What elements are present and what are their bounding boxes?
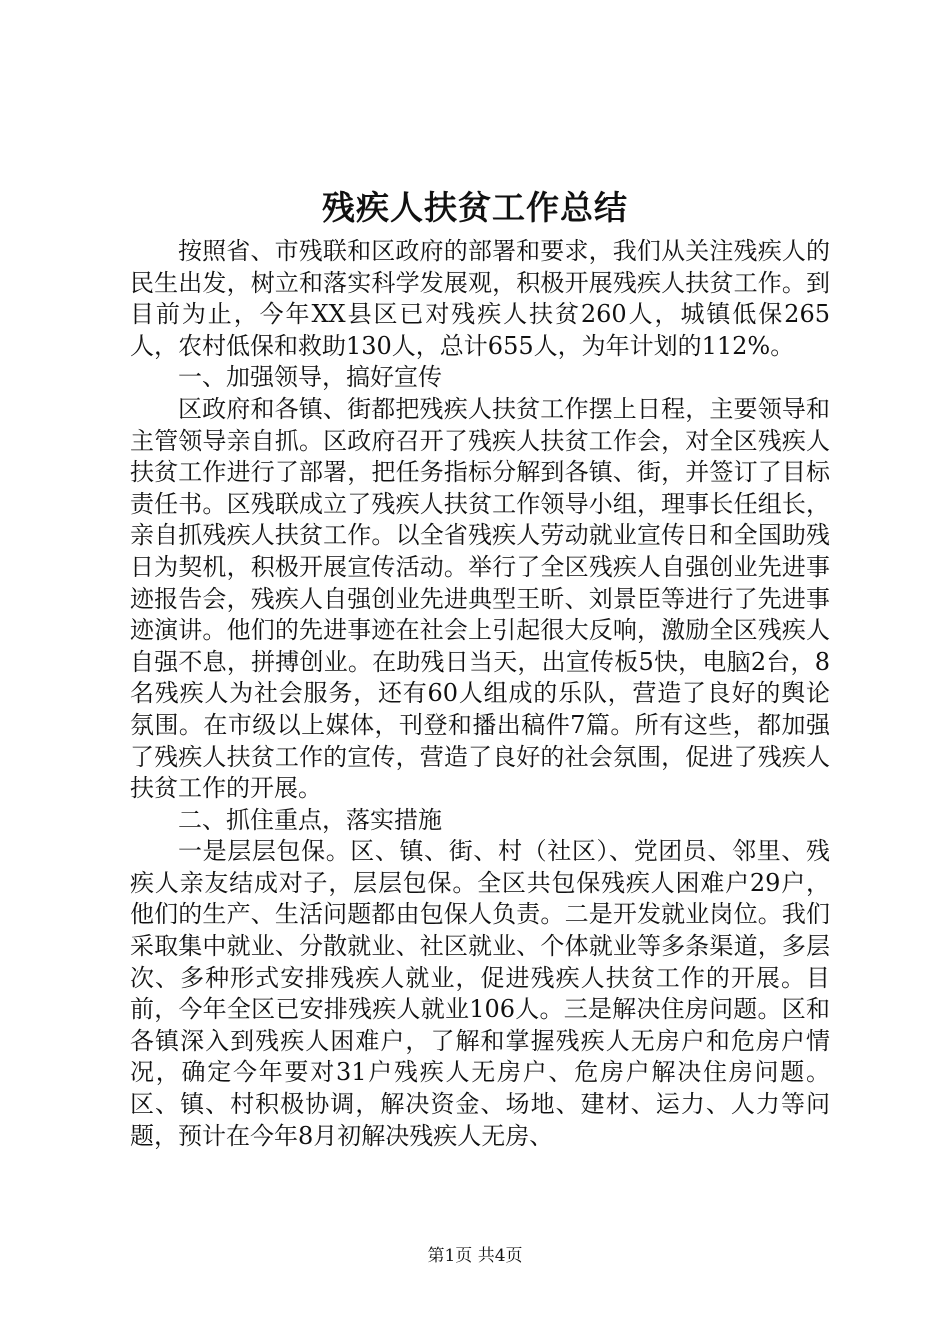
document-title: 残疾人扶贫工作总结: [322, 188, 628, 227]
page-footer: 第1页 共4页: [427, 1246, 523, 1266]
paragraph-section-1: 区政府和各镇、街都把残疾人扶贫工作摆上日程，主要领导和主管领导亲自抓。区政府召开了残疾人扶贫工作会，对全区残疾人扶贫工作进行了部署，把任务指标分解到各镇、街，并签订了目标责任书。区残联成立了残疾人扶贫工作领导小组，理事长任组长，亲自抓残疾人扶贫工作。以全省残疾人劳动就业宣传日和全国助残日为契机，积极开展宣传活动。举行了全区残疾人自强创业先进事迹报告会，残疾人自强创业先进典型王昕、刘景臣等进行了先进事迹演讲。他们的先进事迹在社会上引起很大反响，激励全区残疾人自强不息，拼搏创业。在助残日当天，出宣传板5快，电脑2台，8名残疾人为社会服务，还有60人组成的乐队，营造了良好的舆论氛围。在市级以上媒体，刊登和播出稿件7篇。所有这些，都加强了残疾人扶贫工作的宣传，营造了良好的社会氛围，促进了残疾人扶贫工作的开展。: [130, 394, 830, 803]
section-heading-1: 一、加强领导，搞好宣传: [178, 363, 442, 392]
paragraph-section-2: 一是层层包保。区、镇、街、村（社区）、党团员、邻里、残疾人亲友结成对子，层层包保。全区共包保残疾人困难户29户，他们的生产、生活问题都由包保人负责。二是开发就业岗位。我们采取集中就业、分散就业、社区就业、个体就业等多条渠道，多层次、多种形式安排残疾人就业，促进残疾人扶贫工作的开展。目前，今年全区已安排残疾人就业106人。三是解决住房问题。区和各镇深入到残疾人困难户，了解和掌握残疾人无房户和危房户情况，确定今年要对31户残疾人无房户、危房户解决住房问题。区、镇、村积极协调，解决资金、场地、建材、运力、人力等问题，预计在今年8月初解决残疾人无房、: [130, 837, 830, 1150]
document-body: [130, 236, 830, 1152]
section-heading-2: 二、抓住重点，落实措施: [178, 805, 442, 834]
paragraph-intro: 按照省、市残联和区政府的部署和要求，我们从关注残疾人的民生出发，树立和落实科学发展观，积极开展残疾人扶贫工作。到目前为止，今年XX县区已对残疾人扶贫260人，城镇低保265人，农村低保和救助130人，总计655人，为年计划的112%。: [130, 237, 830, 360]
